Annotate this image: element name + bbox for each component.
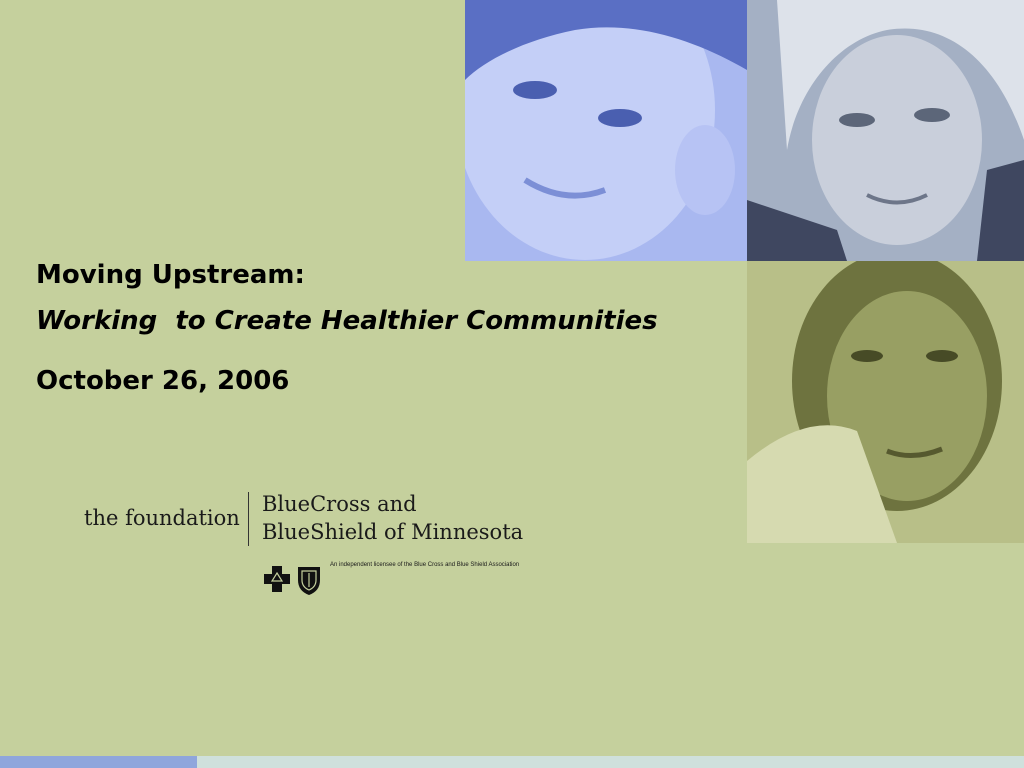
title-block <box>36 258 756 398</box>
logo-org-line1: BlueCross and <box>262 492 417 516</box>
shield-icon <box>298 567 320 595</box>
child-photo-image <box>465 0 747 261</box>
logo-marks <box>262 564 326 596</box>
logo-license-text: An independent licensee of the Blue Cross and Blue Shield Association <box>330 562 520 568</box>
logo-foundation-text: the foundation <box>84 506 240 530</box>
slide-date: October 26, 2006 <box>36 366 290 396</box>
slide-title: Moving Upstream: <box>36 260 305 290</box>
woman-photo <box>747 261 1024 543</box>
elder-photo <box>747 0 1024 261</box>
child-photo <box>465 0 747 261</box>
slide-subtitle: Working to Create Healthier Communities <box>36 306 658 336</box>
footer-bar-right <box>197 756 1024 768</box>
woman-photo-image <box>747 261 1024 543</box>
elder-photo-image <box>747 0 1024 261</box>
logo-divider <box>248 492 249 546</box>
foundation-logo <box>84 492 544 602</box>
footer-bar-left <box>0 756 197 768</box>
logo-org-line2: BlueShield of Minnesota <box>262 520 524 544</box>
cross-icon <box>264 566 290 592</box>
